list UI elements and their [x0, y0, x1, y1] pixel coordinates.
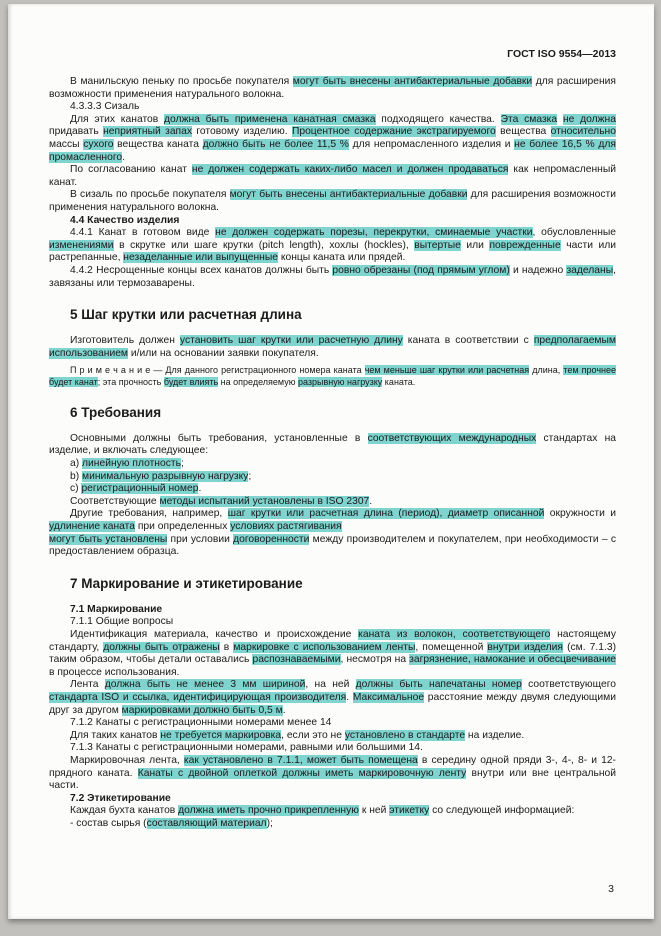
highlight: загрязнение, намокание и обесцвечивание — [409, 654, 617, 666]
paragraph: 7.1.1 Общие вопросы — [70, 616, 174, 628]
highlight: могут быть внесены антибактериальные добавки — [292, 76, 533, 87]
paragraph: 4.3.3.3 Сизаль — [70, 101, 140, 113]
paragraph: Соответствующие методы испытаний установлены в ISO 2307. — [70, 495, 373, 507]
paragraph: 4.4.1 Канат в готовом виде не должен содержать порезы, перекрутки, сминаемые участки, обусловленные изменениями в скрутке или шаге крутки (pitch length), хохлы (hockles), вытертые или поврежденные части или растрепанные, незаделанные или выпущенные концы каната или прядей. — [49, 227, 617, 264]
highlight: линейную плотность — [82, 458, 181, 470]
highlight: минимальную разрывную нагрузку — [82, 470, 249, 482]
paragraph: 7.1.2 Канаты с регистрационными номерами менее 14 — [70, 717, 332, 729]
highlight: стандарта ISO и ссылка, идентифицирующая производителя — [49, 691, 347, 703]
paragraph: В манильскую пеньку по просьбе покупателя могут быть внесены антибактериальные добавки для расширения возможности применения натурального волокна. — [49, 76, 616, 100]
document-page — [8, 4, 654, 919]
highlight: должна быть не менее 3 мм шириной — [104, 679, 306, 691]
highlight: должна быть применена канатная смазка — [164, 113, 376, 125]
highlight: каната из волокон, соответствующего — [358, 629, 551, 640]
paragraph: могут быть установлены при условии договоренности между производителем и покупателем, при необходимости – с предоставлением образца. — [49, 533, 616, 558]
subsection-heading: 7.1 Маркирование — [70, 603, 163, 615]
highlight: заделаны — [566, 264, 614, 276]
highlight: установить шаг крутки или расчетную длину — [179, 335, 403, 347]
subsection-heading: 4.4 Качество изделия — [70, 214, 180, 226]
highlight: не должна — [562, 113, 616, 125]
highlight: договоренности — [233, 533, 310, 545]
highlight: соответствующих международных — [367, 432, 537, 444]
highlight: могут быть установлены — [49, 533, 168, 545]
section-heading: 7 Маркирование и этикетирование — [70, 575, 303, 591]
highlight: не должен содержать каких-либо масел и должен продаваться — [191, 164, 509, 176]
document-content — [49, 76, 616, 831]
highlight: незаделанные или выпущенные — [123, 252, 278, 264]
highlight: должно быть не более 11,5 % — [202, 138, 349, 150]
highlight: регистрационный номер — [81, 483, 199, 495]
highlight: относительно — [550, 126, 616, 138]
highlight: маркировками должно быть 0,5 м — [121, 704, 283, 716]
highlight: как установлено в 7.1.1, может быть помещена — [183, 754, 418, 766]
highlight: внутри изделия — [487, 641, 563, 653]
highlight: не требуется маркировка — [160, 729, 282, 741]
note-paragraph: П р и м е ч а н и е — Для данного регистрационного номера каната чем меньше шаг крутки или расчетная длина, тем прочнее будет канат; эта прочность будет влиять на определяемую разрывную нагрузку каната. — [49, 365, 617, 387]
section-heading: 6 Требования — [70, 404, 162, 420]
highlight: Канаты с двойной оплеткой должны иметь маркировочную ленту — [137, 767, 467, 779]
highlight: шаг крутки или расчетная длина (период), диаметр описанной — [227, 508, 545, 520]
highlight: неприятный запах — [103, 126, 193, 138]
paragraph: Идентификация материала, качество и происхождение каната из волокон, соответствующего настоящему стандарту, должны быть отражены в маркировке с использованием ленты, помещенной внутри изделия (см. 7.1.3) таким образом, чтобы детали оставались распознаваемыми, несмотря на загрязнение, намокание и обесцвечивание в процессе использования. — [49, 629, 617, 678]
paragraph: По согласованию канат не должен содержать каких-либо масел и должен продаваться как непромасленный канат. — [49, 164, 617, 188]
paragraph: 7.1.3 Канаты с регистрационными номерами, равными или большими 14. — [70, 742, 423, 754]
paragraph: Для этих канатов должна быть применена канатная смазка подходящего качества. Эта смазка не должна придавать неприятный запах готовому изделию. Процентное содержание экстрагируемого вещества относительно массы сухого вещества каната должно быть не более 11,5 % для непромасленного изделия и не более 16,5 % для промасленного. — [49, 113, 616, 163]
subsection-heading: 7.2 Этикетирование — [70, 792, 171, 804]
list-item: - состав сырья (составляющий материал); — [70, 817, 273, 829]
highlight: Максимальное — [352, 691, 425, 703]
highlight: сухого — [83, 138, 114, 150]
highlight: условиях растягивания — [230, 521, 342, 533]
highlight: поврежденные — [489, 239, 561, 251]
highlight: методы испытаний установлены в ISO 2307 — [159, 495, 370, 507]
highlight: ровно обрезаны (под прямым углом) — [332, 264, 510, 276]
highlight: могут быть внесены антибактериальные добавки — [229, 189, 468, 201]
document-header-standard-number: ГОСТ ISO 9554—2013 — [507, 48, 616, 60]
highlight: будет влиять — [163, 376, 219, 387]
list-item: с) регистрационный номер. — [70, 483, 202, 495]
paragraph: Лента должна быть не менее 3 мм шириной, на ней должны быть напечатаны номер соответствующего стандарта ISO и ссылка, идентифицирующая производителя. Максимальное расстояние между двумя следующими друг за другом маркировками должно быть 0,5 м. — [49, 679, 616, 716]
highlight: составляющий материал — [146, 817, 267, 829]
paragraph: 4.4.2 Несрощенные концы всех канатов должны быть ровно обрезаны (под прямым углом) и надежно заделаны, завязаны или термозаварены. — [49, 264, 616, 289]
highlight: должны быть отражены — [103, 641, 220, 653]
highlight: вытертые — [414, 239, 461, 251]
highlight: установлено в стандарте — [344, 729, 466, 741]
paragraph: Для таких канатов не требуется маркировка, если это не установлено в стандарте на изделие. — [70, 729, 525, 741]
highlight: удлинение каната — [49, 521, 135, 533]
highlight: этикетку — [389, 805, 430, 817]
highlight: изменениями — [49, 239, 114, 251]
document-content-wrapper — [49, 48, 616, 831]
highlight: не должен содержать порезы, перекрутки, сминаемые участки — [215, 227, 533, 239]
section-heading: 5 Шаг крутки или расчетная длина — [70, 307, 302, 323]
paragraph: Другие требования, например, шаг крутки или расчетная длина (период), диаметр описанной окружности и удлинение каната при определенных условиях растягивания — [49, 508, 616, 533]
paragraph: Маркировочная лента, как установлено в 7.1.1, может быть помещена в середину одной пряди 3-, 4-, 8- и 12-прядного каната. Канаты с двойной оплеткой должны иметь маркировочную ленту внутри или вне центральной части. — [49, 754, 616, 792]
paragraph: Изготовитель должен установить шаг крутки или расчетную длину каната в соответствии с предполагаемым использованием и/или на основании заявки покупателя. — [49, 335, 616, 359]
list-item: b) минимальную разрывную нагрузку; — [70, 470, 252, 482]
highlight: распознаваемыми — [252, 654, 341, 666]
highlight: тем прочнее будет канат — [49, 365, 617, 387]
highlight: Эта смазка — [500, 113, 558, 125]
page-number: 3 — [608, 883, 614, 895]
paragraph: Каждая бухта канатов должна иметь прочно прикрепленную к ней этикетку со следующей информацией: — [70, 805, 575, 817]
paragraph: Основными должны быть требования, установленные в соответствующих международных стандартах на изделие, и включать следующее: — [49, 432, 616, 457]
highlight: маркировке с использованием ленты — [233, 641, 416, 653]
paragraph: В сизаль по просьбе покупателя могут быть внесены антибактериальные добавки для расширения возможности применения натурального волокна. — [49, 189, 616, 213]
highlight: не более 16,5 % для промасленного — [49, 138, 616, 163]
highlight: разрывную нагрузку — [297, 376, 383, 387]
highlight: предполагаемым использованием — [49, 335, 616, 359]
highlight: Процентное содержание экстрагируемого — [291, 126, 496, 138]
highlight: чем меньше шаг крутки или расчетная — [364, 365, 530, 376]
list-item: а) линейную плотность; — [70, 458, 184, 470]
highlight: должна иметь прочно прикрепленную — [178, 805, 359, 817]
highlight: должны быть напечатаны номер — [355, 679, 522, 691]
